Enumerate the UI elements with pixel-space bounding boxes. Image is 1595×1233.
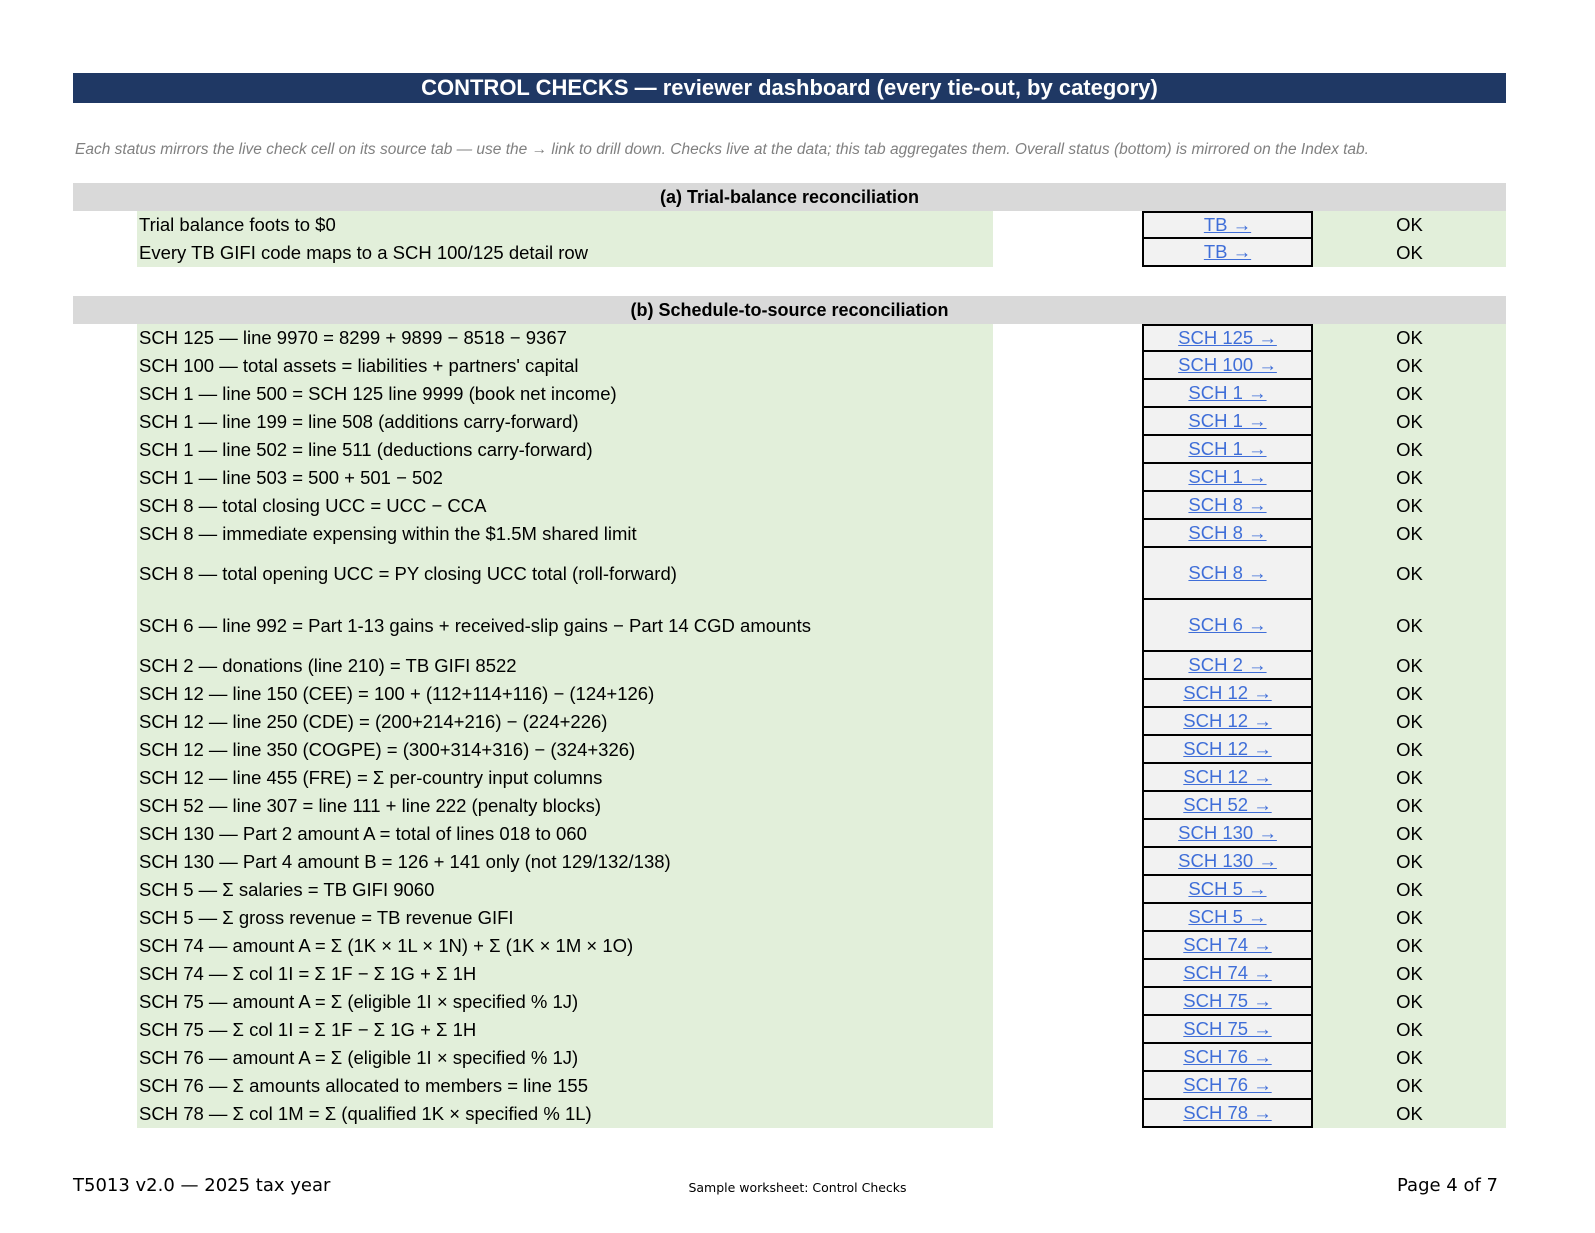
check-row [0,211,1595,239]
spacer-cell [993,792,1142,820]
status-cell: OK [1313,211,1506,239]
check-label: SCH 8 — immediate expensing within the $1.5M shared limit [137,520,993,548]
status-cell: OK [1313,988,1506,1016]
status-cell: OK [1313,736,1506,764]
status-cell: OK [1313,764,1506,792]
spacer-cell [993,436,1142,464]
spacer-cell [993,408,1142,436]
drilldown-link[interactable]: TB → [1142,211,1313,239]
check-label: SCH 12 — line 250 (CDE) = (200+214+216) − (224+226) [137,708,993,736]
check-label: SCH 74 — amount A = Σ (1K × 1L × 1N) + Σ (1K × 1M × 1O) [137,932,993,960]
check-row [0,764,1595,792]
spacer-cell [993,1044,1142,1072]
check-row [0,1072,1595,1100]
check-row [0,1016,1595,1044]
drilldown-link[interactable]: SCH 5 → [1142,904,1313,932]
check-row [0,1100,1595,1128]
status-cell: OK [1313,652,1506,680]
status-cell: OK [1313,600,1506,652]
drilldown-link[interactable]: SCH 5 → [1142,876,1313,904]
check-label: SCH 1 — line 503 = 500 + 501 − 502 [137,464,993,492]
drilldown-link[interactable]: SCH 76 → [1142,1072,1313,1100]
spacer-cell [993,764,1142,792]
status-cell: OK [1313,792,1506,820]
section-header: (a) Trial-balance reconciliation [73,183,1506,211]
status-cell: OK [1313,680,1506,708]
check-label: SCH 5 — Σ salaries = TB GIFI 9060 [137,876,993,904]
status-cell: OK [1313,352,1506,380]
spacer-cell [993,380,1142,408]
drilldown-link[interactable]: SCH 12 → [1142,680,1313,708]
check-label: SCH 12 — line 150 (CEE) = 100 + (112+114+116) − (124+126) [137,680,993,708]
status-cell: OK [1313,820,1506,848]
drilldown-link[interactable]: SCH 130 → [1142,820,1313,848]
status-cell: OK [1313,1072,1506,1100]
status-cell: OK [1313,436,1506,464]
drilldown-link[interactable]: SCH 52 → [1142,792,1313,820]
check-row [0,932,1595,960]
spacer-cell [993,932,1142,960]
check-row [0,708,1595,736]
status-cell: OK [1313,960,1506,988]
status-cell: OK [1313,1100,1506,1128]
status-cell: OK [1313,848,1506,876]
check-label: SCH 130 — Part 4 amount B = 126 + 141 only (not 129/132/138) [137,848,993,876]
spacer-cell [993,352,1142,380]
check-row [0,848,1595,876]
check-label: SCH 78 — Σ col 1M = Σ (qualified 1K × specified % 1L) [137,1100,993,1128]
check-label: SCH 52 — line 307 = line 111 + line 222 (penalty blocks) [137,792,993,820]
check-label: SCH 100 — total assets = liabilities + partners' capital [137,352,993,380]
check-row [0,520,1595,548]
check-label: SCH 75 — Σ col 1I = Σ 1F − Σ 1G + Σ 1H [137,1016,993,1044]
check-label: SCH 125 — line 9970 = 8299 + 9899 − 8518 − 9367 [137,324,993,352]
check-row [0,464,1595,492]
spacer-cell [993,600,1142,652]
page-title: CONTROL CHECKS — reviewer dashboard (every tie-out, by category) [73,73,1506,103]
drilldown-link[interactable]: SCH 8 → [1142,492,1313,520]
drilldown-link[interactable]: SCH 75 → [1142,988,1313,1016]
status-cell: OK [1313,932,1506,960]
spacer-cell [993,239,1142,267]
drilldown-link[interactable]: SCH 1 → [1142,380,1313,408]
check-label: SCH 8 — total opening UCC = PY closing UCC total (roll-forward) [137,548,993,600]
check-label: SCH 75 — amount A = Σ (eligible 1I × specified % 1J) [137,988,993,1016]
check-row [0,352,1595,380]
spacer-cell [993,988,1142,1016]
check-row [0,436,1595,464]
status-cell: OK [1313,239,1506,267]
status-cell: OK [1313,1016,1506,1044]
check-label: SCH 76 — amount A = Σ (eligible 1I × specified % 1J) [137,1044,993,1072]
drilldown-link[interactable]: SCH 1 → [1142,436,1313,464]
spacer-cell [993,848,1142,876]
check-row [0,600,1595,652]
status-cell: OK [1313,876,1506,904]
drilldown-link[interactable]: SCH 6 → [1142,600,1313,652]
check-row [0,239,1595,267]
drilldown-link[interactable]: SCH 12 → [1142,708,1313,736]
check-row [0,792,1595,820]
drilldown-link[interactable]: SCH 1 → [1142,464,1313,492]
spacer-cell [993,680,1142,708]
check-row [0,652,1595,680]
check-row [0,492,1595,520]
check-row [0,680,1595,708]
check-label: SCH 1 — line 500 = SCH 125 line 9999 (book net income) [137,380,993,408]
check-label: SCH 130 — Part 2 amount A = total of lines 018 to 060 [137,820,993,848]
check-label: SCH 1 — line 199 = line 508 (additions carry-forward) [137,408,993,436]
check-label: SCH 6 — line 992 = Part 1-13 gains + received-slip gains − Part 14 CGD amounts [137,600,993,652]
check-row [0,324,1595,352]
check-label: SCH 2 — donations (line 210) = TB GIFI 8522 [137,652,993,680]
check-row [0,1044,1595,1072]
check-label: Trial balance foots to $0 [137,211,993,239]
check-row [0,408,1595,436]
spacer-cell [993,1100,1142,1128]
check-row [0,548,1595,600]
spacer-cell [993,1072,1142,1100]
drilldown-link[interactable]: SCH 2 → [1142,652,1313,680]
drilldown-link[interactable]: SCH 76 → [1142,1044,1313,1072]
check-label: SCH 1 — line 502 = line 511 (deductions carry-forward) [137,436,993,464]
check-label: SCH 5 — Σ gross revenue = TB revenue GIFI [137,904,993,932]
check-label: SCH 8 — total closing UCC = UCC − CCA [137,492,993,520]
drilldown-link[interactable]: SCH 12 → [1142,736,1313,764]
footer-right: Page 4 of 7 [1397,1175,1498,1196]
footer-center: Sample worksheet: Control Checks [688,1180,907,1195]
drilldown-link[interactable]: SCH 8 → [1142,520,1313,548]
spacer-cell [993,1016,1142,1044]
status-cell: OK [1313,1044,1506,1072]
spacer-cell [993,324,1142,352]
section-header: (b) Schedule-to-source reconciliation [73,296,1506,324]
status-cell: OK [1313,548,1506,600]
status-cell: OK [1313,408,1506,436]
check-row [0,988,1595,1016]
drilldown-link[interactable]: SCH 130 → [1142,848,1313,876]
drilldown-link[interactable]: SCH 78 → [1142,1100,1313,1128]
check-label: Every TB GIFI code maps to a SCH 100/125 detail row [137,239,993,267]
check-label: SCH 12 — line 455 (FRE) = Σ per-country input columns [137,764,993,792]
spacer-cell [993,464,1142,492]
drilldown-link[interactable]: SCH 74 → [1142,960,1313,988]
drilldown-link[interactable]: SCH 125 → [1142,324,1313,352]
spacer-cell [993,960,1142,988]
spacer-cell [993,520,1142,548]
check-row [0,380,1595,408]
check-row [0,736,1595,764]
spacer-cell [993,904,1142,932]
instructions-note: Each status mirrors the live check cell on its source tab — use the → link to drill down. Checks live at the data; this tab aggregates them. Overall status (bottom) is mirrored on the Index tab. [75,141,1369,158]
status-cell: OK [1313,708,1506,736]
drilldown-link[interactable]: SCH 12 → [1142,764,1313,792]
status-cell: OK [1313,492,1506,520]
drilldown-link[interactable]: SCH 100 → [1142,352,1313,380]
drilldown-link[interactable]: SCH 1 → [1142,408,1313,436]
status-cell: OK [1313,520,1506,548]
footer-left: T5013 v2.0 — 2025 tax year [73,1175,331,1196]
drilldown-link[interactable]: SCH 8 → [1142,548,1313,600]
spacer-cell [993,492,1142,520]
check-row [0,876,1595,904]
spacer-cell [993,211,1142,239]
spacer-cell [993,652,1142,680]
status-cell: OK [1313,324,1506,352]
check-row [0,820,1595,848]
spacer-cell [993,548,1142,600]
drilldown-link[interactable]: TB → [1142,239,1313,267]
drilldown-link[interactable]: SCH 75 → [1142,1016,1313,1044]
status-cell: OK [1313,380,1506,408]
drilldown-link[interactable]: SCH 74 → [1142,932,1313,960]
check-label: SCH 74 — Σ col 1I = Σ 1F − Σ 1G + Σ 1H [137,960,993,988]
status-cell: OK [1313,904,1506,932]
spacer-cell [993,876,1142,904]
check-label: SCH 12 — line 350 (COGPE) = (300+314+316) − (324+326) [137,736,993,764]
check-label: SCH 76 — Σ amounts allocated to members = line 155 [137,1072,993,1100]
spacer-cell [993,708,1142,736]
spacer-cell [993,736,1142,764]
status-cell: OK [1313,464,1506,492]
check-row [0,960,1595,988]
check-row [0,904,1595,932]
spacer-cell [993,820,1142,848]
